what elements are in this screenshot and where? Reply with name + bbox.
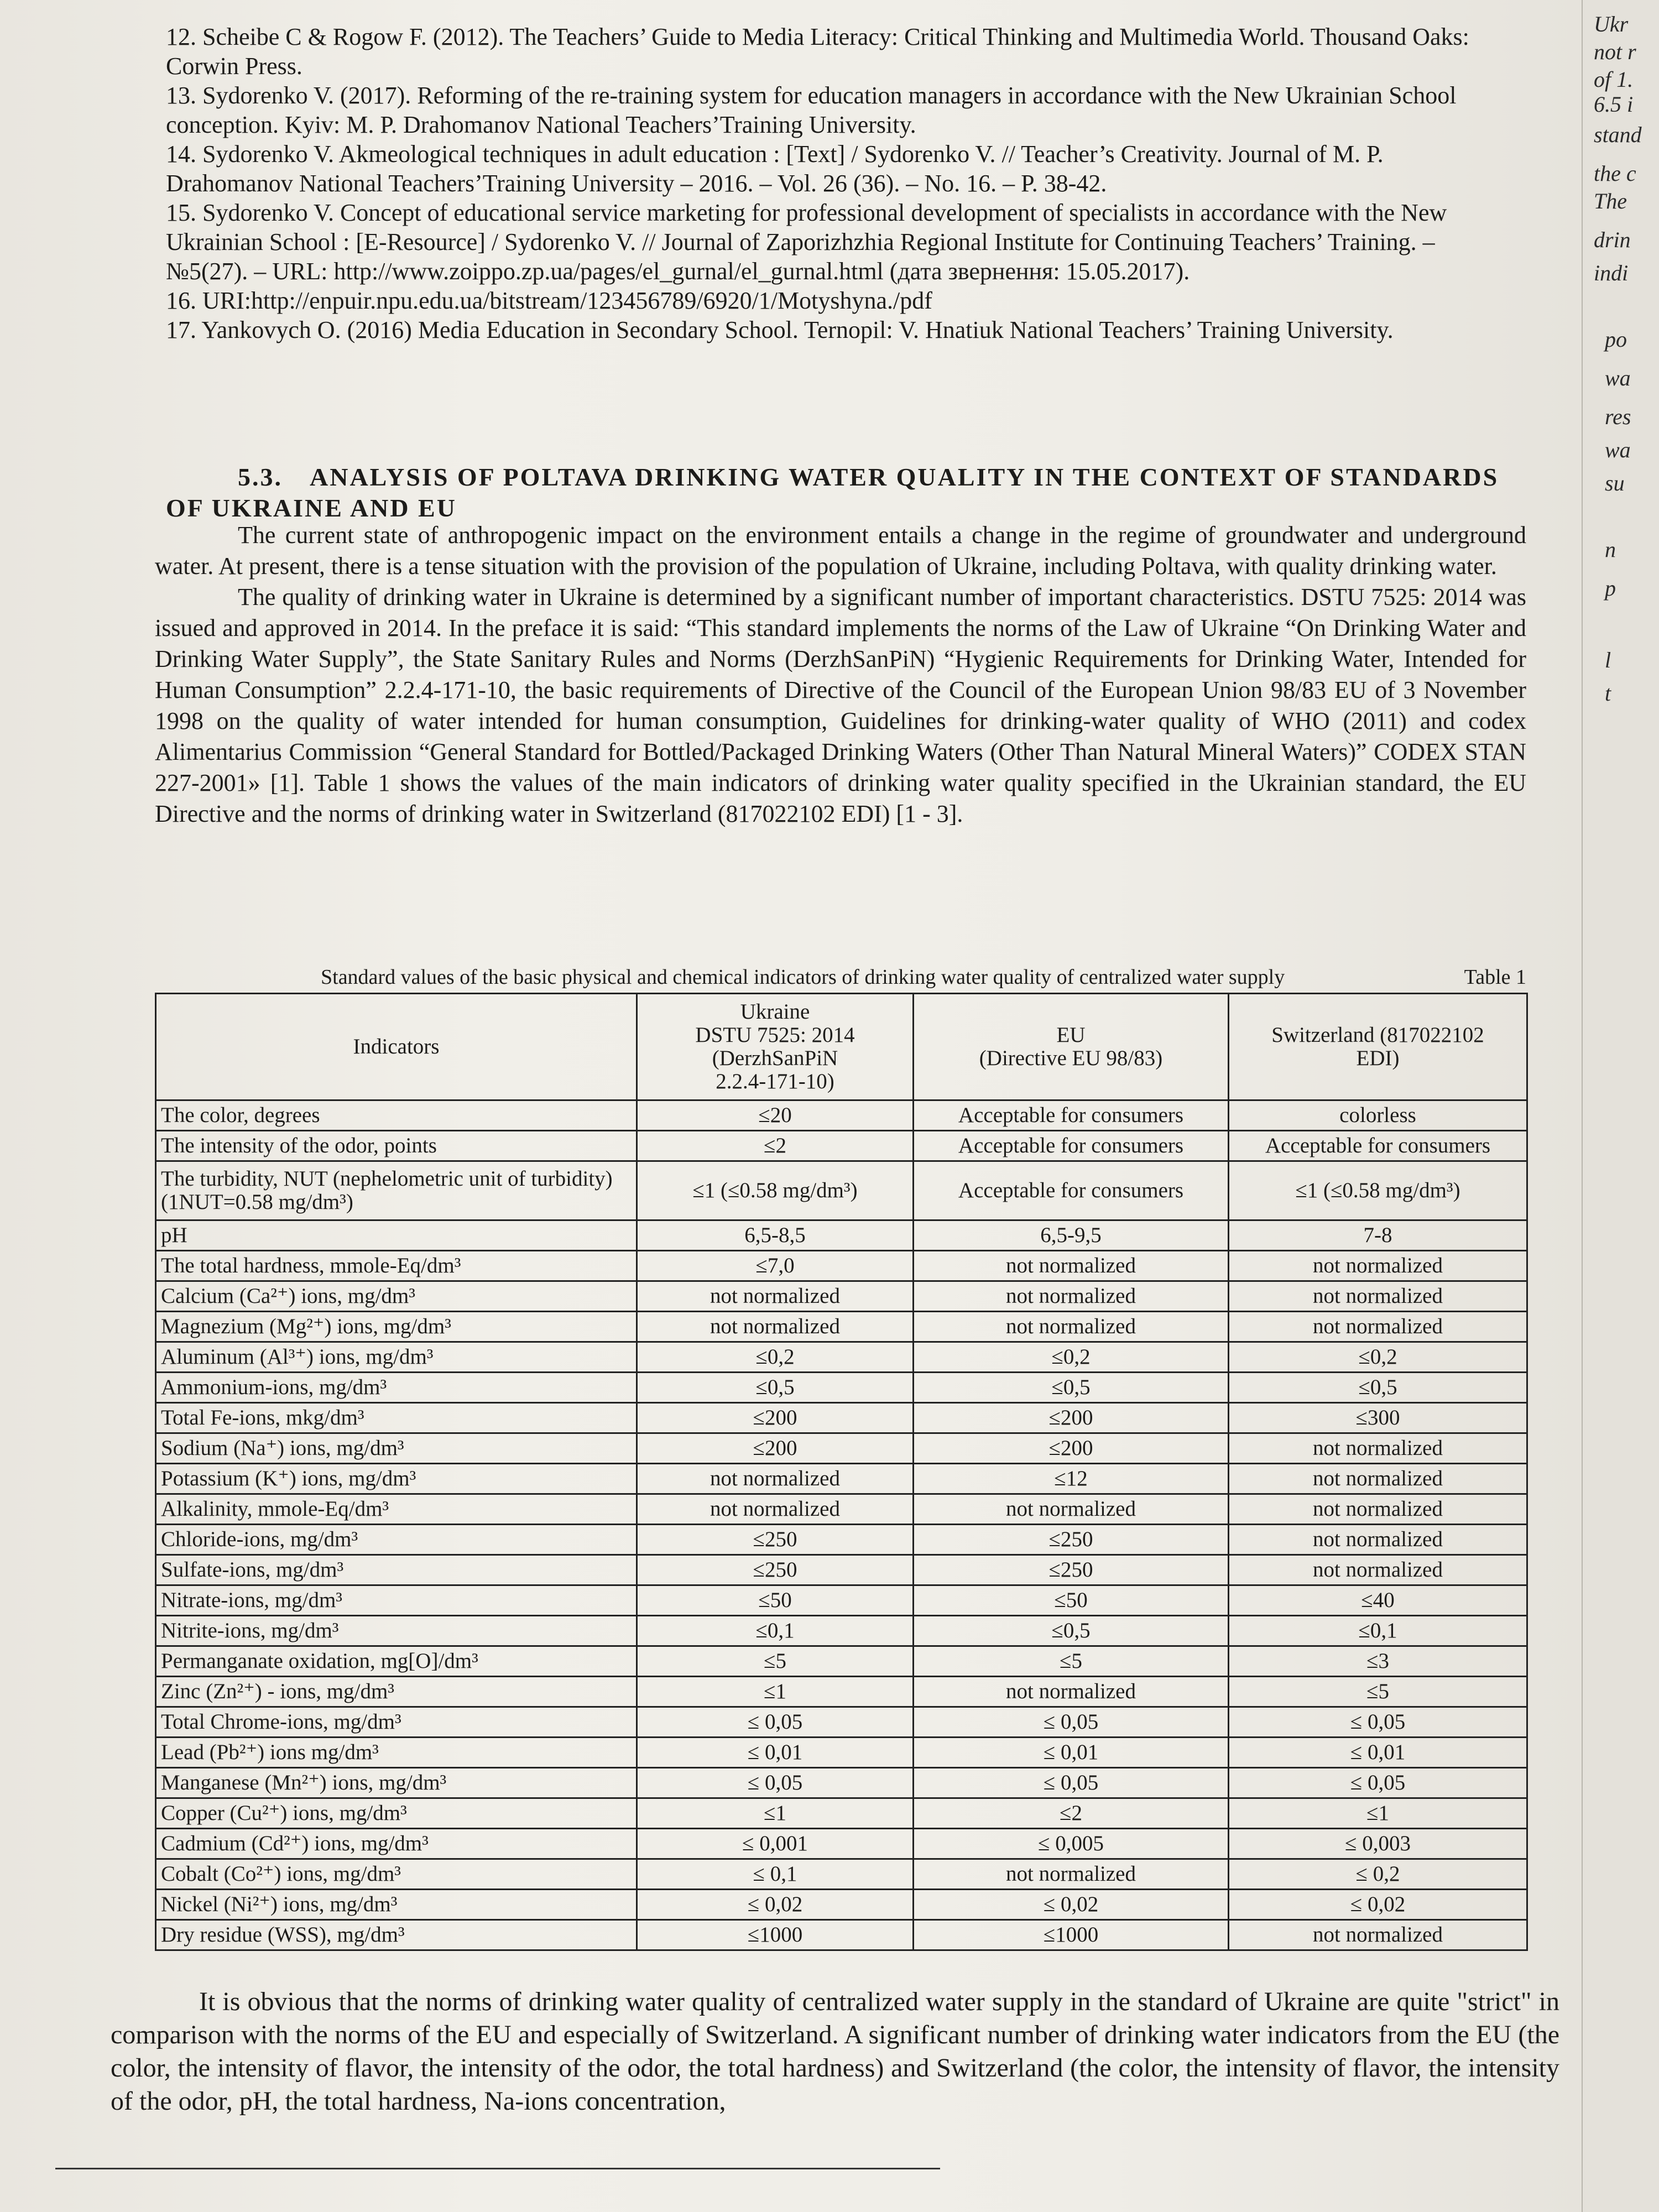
reference-item: 14. Sydorenko V. Akmeological techniques in adult education : [Text] / Sydorenko V. // Teacher’s Creativity. Journal of M. P. Drahomanov National Teachers’Training University – 2016. – Vol. 26 (36). – No. 16. – P. 38-42. bbox=[166, 140, 1384, 197]
indicator-cell: Calcium (Ca²⁺) ions, mg/dm³ bbox=[156, 1281, 637, 1312]
eu-cell: ≤50 bbox=[914, 1585, 1229, 1616]
table-body bbox=[156, 1100, 1527, 1950]
ukraine-cell: ≤0,5 bbox=[637, 1373, 914, 1403]
table-row bbox=[156, 1616, 1527, 1646]
eu-cell: not normalized bbox=[914, 1859, 1229, 1890]
ukraine-cell: ≤ 0,1 bbox=[637, 1859, 914, 1890]
footnote-rule bbox=[55, 2168, 940, 2169]
switzerland-cell: not normalized bbox=[1229, 1920, 1527, 1950]
table-caption bbox=[321, 965, 1526, 989]
margin-text-fragment: l bbox=[1605, 648, 1611, 672]
table-row bbox=[156, 1131, 1527, 1161]
ukraine-cell: 6,5-8,5 bbox=[637, 1220, 914, 1251]
switzerland-cell: not normalized bbox=[1229, 1433, 1527, 1464]
indicator-cell: Zinc (Zn²⁺) - ions, mg/dm³ bbox=[156, 1677, 637, 1707]
eu-cell: ≤250 bbox=[914, 1525, 1229, 1555]
indicator-cell: Sodium (Na⁺) ions, mg/dm³ bbox=[156, 1433, 637, 1464]
ukraine-cell: ≤7,0 bbox=[637, 1251, 914, 1281]
eu-cell: ≤12 bbox=[914, 1464, 1229, 1494]
indicator-cell: Dry residue (WSS), mg/dm³ bbox=[156, 1920, 637, 1950]
ukraine-cell: ≤200 bbox=[637, 1433, 914, 1464]
table-row bbox=[156, 1342, 1527, 1373]
table-row bbox=[156, 1677, 1527, 1707]
eu-cell: ≤200 bbox=[914, 1403, 1229, 1433]
table-row bbox=[156, 1798, 1527, 1829]
switzerland-cell: ≤5 bbox=[1229, 1677, 1527, 1707]
switzerland-cell: ≤40 bbox=[1229, 1585, 1527, 1616]
eu-cell: ≤ 0,005 bbox=[914, 1829, 1229, 1859]
switzerland-cell: 7-8 bbox=[1229, 1220, 1527, 1251]
indicator-cell: Nitrite-ions, mg/dm³ bbox=[156, 1616, 637, 1646]
table-row bbox=[156, 1161, 1527, 1220]
ukraine-cell: not normalized bbox=[637, 1281, 914, 1312]
ukraine-cell: ≤ 0,001 bbox=[637, 1829, 914, 1859]
ukraine-cell: ≤0,1 bbox=[637, 1616, 914, 1646]
eu-cell: ≤0,2 bbox=[914, 1342, 1229, 1373]
eu-cell: ≤0,5 bbox=[914, 1373, 1229, 1403]
margin-text-fragment: wa bbox=[1605, 366, 1631, 390]
margin-text-fragment: not r bbox=[1594, 39, 1636, 64]
reference-item: 16. URI:http://enpuir.npu.edu.ua/bitstream/123456789/6920/1/Motyshyna./pdf bbox=[166, 287, 932, 314]
reference-list bbox=[166, 22, 1515, 345]
ukraine-cell: ≤5 bbox=[637, 1646, 914, 1677]
indicator-cell: Chloride-ions, mg/dm³ bbox=[156, 1525, 637, 1555]
table-row bbox=[156, 1768, 1527, 1798]
eu-cell: ≤ 0,05 bbox=[914, 1707, 1229, 1738]
table-row bbox=[156, 1403, 1527, 1433]
eu-cell: ≤5 bbox=[914, 1646, 1229, 1677]
eu-cell: Acceptable for consumers bbox=[914, 1100, 1229, 1131]
table-row bbox=[156, 1312, 1527, 1342]
section-title: ANALYSIS OF POLTAVA DRINKING WATER QUALITY IN THE CONTEXT OF STANDARDS OF UKRAINE AND EU bbox=[166, 463, 1499, 522]
indicator-cell: Nitrate-ions, mg/dm³ bbox=[156, 1585, 637, 1616]
margin-text-fragment: 6.5 i bbox=[1594, 92, 1634, 117]
eu-cell: ≤ 0,05 bbox=[914, 1768, 1229, 1798]
switzerland-cell: not normalized bbox=[1229, 1251, 1527, 1281]
table-row bbox=[156, 1251, 1527, 1281]
ukraine-cell: ≤ 0,05 bbox=[637, 1768, 914, 1798]
switzerland-cell: ≤3 bbox=[1229, 1646, 1527, 1677]
switzerland-cell: ≤0,1 bbox=[1229, 1616, 1527, 1646]
switzerland-cell: ≤ 0,05 bbox=[1229, 1768, 1527, 1798]
indicator-cell: Potassium (K⁺) ions, mg/dm³ bbox=[156, 1464, 637, 1494]
margin-text-fragment: indi bbox=[1594, 260, 1629, 285]
intro-text bbox=[155, 520, 1526, 830]
indicator-cell: Magnezium (Mg²⁺) ions, mg/dm³ bbox=[156, 1312, 637, 1342]
eu-cell: ≤200 bbox=[914, 1433, 1229, 1464]
ukraine-cell: ≤250 bbox=[637, 1525, 914, 1555]
ukraine-cell: ≤200 bbox=[637, 1403, 914, 1433]
eu-cell: not normalized bbox=[914, 1281, 1229, 1312]
ukraine-cell: ≤ 0,02 bbox=[637, 1890, 914, 1920]
margin-text-fragment: n bbox=[1605, 537, 1616, 562]
indicator-cell: Total Chrome-ions, mg/dm³ bbox=[156, 1707, 637, 1738]
ukraine-cell: ≤50 bbox=[637, 1585, 914, 1616]
eu-cell: ≤ 0,01 bbox=[914, 1738, 1229, 1768]
indicator-cell: Aluminum (Al³⁺) ions, mg/dm³ bbox=[156, 1342, 637, 1373]
ukraine-cell: ≤0,2 bbox=[637, 1342, 914, 1373]
eu-cell: ≤250 bbox=[914, 1555, 1229, 1585]
margin-text-fragment: po bbox=[1605, 327, 1627, 352]
section-number: 5.3. bbox=[238, 463, 283, 491]
ukraine-cell: not normalized bbox=[637, 1312, 914, 1342]
paragraph: It is obvious that the norms of drinking water quality of centralized water supply in the standard of Ukraine are quite "strict" in comparison with the norms of the EU and especially of Switzerland. A significant number of drinking water indicators from the EU (the color, the intensity of flavor, the intensity of the odor, the total hardness) and Switzerland (the color, the intensity of flavor, the intensity of the odor, pH, the total hardness, Na-ions concentration, bbox=[111, 1987, 1559, 2116]
margin-text-fragment: the c bbox=[1594, 161, 1636, 186]
switzerland-cell: not normalized bbox=[1229, 1281, 1527, 1312]
indicator-cell: Permanganate oxidation, mg[O]/dm³ bbox=[156, 1646, 637, 1677]
margin-text-fragment: res bbox=[1605, 404, 1631, 429]
eu-cell: not normalized bbox=[914, 1312, 1229, 1342]
switzerland-cell: ≤300 bbox=[1229, 1403, 1527, 1433]
paragraph: The quality of drinking water in Ukraine is determined by a significant number of important characteristics. DSTU 7525: 2014 was issued and approved in 2014. In the preface it is said: “This standard implements the norms of the Law of Ukraine “On Drinking Water and Drinking Water Supply”, the State Sanitary Rules and Norms (DerzhSanPiN) “Hygienic Requirements for Drinking Water, Intended for Human Consumption” 2.2.4-171-10, the basic requirements of Directive of the Council of the European Union 98/83 EU of 3 November 1998 on the quality of water intended for human consumption, Guidelines for drinking-water quality of WHO (2011) and codex Alimentarius Commission “General Standard for Bottled/Packaged Drinking Waters (Other Than Natural Mineral Waters)” CODEX STAN 227-2001» [1]. Table 1 shows the values of the main indicators of drinking water quality specified in the Ukrainian standard, the EU Directive and the norms of drinking water in Switzerland (817022102 EDI) [1 - 3]. bbox=[155, 583, 1526, 827]
switzerland-cell: ≤1 bbox=[1229, 1798, 1527, 1829]
switzerland-cell: colorless bbox=[1229, 1100, 1527, 1131]
indicator-cell: The color, degrees bbox=[156, 1100, 637, 1131]
ukraine-cell: ≤1 bbox=[637, 1798, 914, 1829]
table-row bbox=[156, 1890, 1527, 1920]
table-row bbox=[156, 1494, 1527, 1525]
ukraine-cell: ≤ 0,01 bbox=[637, 1738, 914, 1768]
table-row bbox=[156, 1220, 1527, 1251]
indicator-cell: Cadmium (Cd²⁺) ions, mg/dm³ bbox=[156, 1829, 637, 1859]
table-row bbox=[156, 1646, 1527, 1677]
indicator-cell: The intensity of the odor, points bbox=[156, 1131, 637, 1161]
header-eu: EU (Directive EU 98/83) bbox=[914, 994, 1229, 1100]
switzerland-cell: ≤0,2 bbox=[1229, 1342, 1527, 1373]
table-row bbox=[156, 1920, 1527, 1950]
table-row bbox=[156, 1555, 1527, 1585]
header-ukraine: Ukraine DSTU 7525: 2014 (DerzhSanPiN 2.2.4-171-10) bbox=[637, 994, 914, 1100]
eu-cell: not normalized bbox=[914, 1251, 1229, 1281]
table-row bbox=[156, 1585, 1527, 1616]
section-heading bbox=[166, 462, 1515, 524]
eu-cell: 6,5-9,5 bbox=[914, 1220, 1229, 1251]
switzerland-cell: not normalized bbox=[1229, 1555, 1527, 1585]
ukraine-cell: ≤1000 bbox=[637, 1920, 914, 1950]
switzerland-cell: not normalized bbox=[1229, 1312, 1527, 1342]
eu-cell: ≤0,5 bbox=[914, 1616, 1229, 1646]
ukraine-cell: not normalized bbox=[637, 1464, 914, 1494]
paragraph: The current state of anthropogenic impact on the environment entails a change in the regime of groundwater and underground water. At present, there is a tense situation with the provision of the population of Ukraine, including Poltava, with quality drinking water. bbox=[155, 521, 1526, 580]
switzerland-cell: ≤1 (≤0.58 mg/dm³) bbox=[1229, 1161, 1527, 1220]
indicator-cell: Cobalt (Co²⁺) ions, mg/dm³ bbox=[156, 1859, 637, 1890]
switzerland-cell: not normalized bbox=[1229, 1525, 1527, 1555]
switzerland-cell: Acceptable for consumers bbox=[1229, 1131, 1527, 1161]
table-header-row bbox=[156, 994, 1527, 1100]
indicator-cell: Nickel (Ni²⁺) ions, mg/dm³ bbox=[156, 1890, 637, 1920]
water-quality-table bbox=[155, 993, 1528, 1951]
margin-text-fragment: su bbox=[1605, 471, 1625, 495]
eu-cell: Acceptable for consumers bbox=[914, 1161, 1229, 1220]
eu-cell: ≤ 0,02 bbox=[914, 1890, 1229, 1920]
reference-item: 13. Sydorenko V. (2017). Reforming of the re-training system for education managers in accordance with the New Ukrainian School conception. Kyiv: M. P. Drahomanov National Teachers’Training University. bbox=[166, 82, 1457, 138]
margin-text-fragment: Ukr bbox=[1594, 12, 1629, 36]
table-row bbox=[156, 1859, 1527, 1890]
switzerland-cell: ≤ 0,2 bbox=[1229, 1859, 1527, 1890]
switzerland-cell: ≤ 0,01 bbox=[1229, 1738, 1527, 1768]
eu-cell: ≤1000 bbox=[914, 1920, 1229, 1950]
indicator-cell: The turbidity, NUT (nephelometric unit of turbidity) (1NUT=0.58 mg/dm³) bbox=[156, 1161, 637, 1220]
indicator-cell: Total Fe-ions, mkg/dm³ bbox=[156, 1403, 637, 1433]
reference-item: 17. Yankovych O. (2016) Media Education in Secondary School. Ternopil: V. Hnatiuk National Teachers’ Training University. bbox=[166, 316, 1394, 343]
margin-text-fragment: t bbox=[1605, 681, 1611, 706]
ukraine-cell: ≤1 (≤0.58 mg/dm³) bbox=[637, 1161, 914, 1220]
switzerland-cell: not normalized bbox=[1229, 1494, 1527, 1525]
ukraine-cell: ≤ 0,05 bbox=[637, 1707, 914, 1738]
indicator-cell: The total hardness, mmole-Eq/dm³ bbox=[156, 1251, 637, 1281]
margin-text-fragment: drin bbox=[1594, 227, 1631, 252]
indicator-cell: Alkalinity, mmole-Eq/dm³ bbox=[156, 1494, 637, 1525]
table-row bbox=[156, 1829, 1527, 1859]
reference-item: 12. Scheibe C & Rogow F. (2012). The Teachers’ Guide to Media Literacy: Critical Thinking and Multimedia World. Thousand Oaks: Corwin Press. bbox=[166, 23, 1469, 80]
reference-item: 15. Sydorenko V. Concept of educational service marketing for professional development of specialists in accordance with the New Ukrainian School : [E-Resource] / Sydorenko V. // Journal of Zaporizhzhia Regional Institute for Continuing Teachers’ Training. – №5(27). – URL: http://www.zoippo.zp.ua/pages/el_gurnal/el_gurnal.html (дата звернення: 15.05.2017). bbox=[166, 199, 1447, 285]
table-row bbox=[156, 1738, 1527, 1768]
switzerland-cell: ≤ 0,05 bbox=[1229, 1707, 1527, 1738]
indicator-cell: pH bbox=[156, 1220, 637, 1251]
table-row bbox=[156, 1281, 1527, 1312]
eu-cell: not normalized bbox=[914, 1494, 1229, 1525]
adjacent-page-edge bbox=[1582, 0, 1659, 2212]
indicator-cell: Manganese (Mn²⁺) ions, mg/dm³ bbox=[156, 1768, 637, 1798]
ukraine-cell: ≤1 bbox=[637, 1677, 914, 1707]
table-row bbox=[156, 1433, 1527, 1464]
margin-text-fragment: The bbox=[1594, 189, 1627, 213]
ukraine-cell: ≤250 bbox=[637, 1555, 914, 1585]
switzerland-cell: ≤ 0,02 bbox=[1229, 1890, 1527, 1920]
eu-cell: not normalized bbox=[914, 1677, 1229, 1707]
indicator-cell: Copper (Cu²⁺) ions, mg/dm³ bbox=[156, 1798, 637, 1829]
switzerland-cell: ≤0,5 bbox=[1229, 1373, 1527, 1403]
table-row bbox=[156, 1707, 1527, 1738]
table-caption-text: Standard values of the basic physical and chemical indicators of drinking water quality of centralized water supply bbox=[321, 966, 1285, 989]
header-switzerland: Switzerland (817022102 EDI) bbox=[1229, 994, 1527, 1100]
table-row bbox=[156, 1464, 1527, 1494]
eu-cell: ≤2 bbox=[914, 1798, 1229, 1829]
table-row bbox=[156, 1525, 1527, 1555]
ukraine-cell: ≤20 bbox=[637, 1100, 914, 1131]
margin-text-fragment: of 1. bbox=[1594, 67, 1634, 92]
header-indicators: Indicators bbox=[156, 994, 637, 1100]
switzerland-cell: not normalized bbox=[1229, 1464, 1527, 1494]
ukraine-cell: ≤2 bbox=[637, 1131, 914, 1161]
conclusion-text bbox=[111, 1985, 1559, 2118]
switzerland-cell: ≤ 0,003 bbox=[1229, 1829, 1527, 1859]
eu-cell: Acceptable for consumers bbox=[914, 1131, 1229, 1161]
margin-text-fragment: stand bbox=[1594, 122, 1642, 147]
table-number: Table 1 bbox=[1464, 966, 1526, 989]
table-row bbox=[156, 1100, 1527, 1131]
indicator-cell: Lead (Pb²⁺) ions mg/dm³ bbox=[156, 1738, 637, 1768]
table-row bbox=[156, 1373, 1527, 1403]
margin-text-fragment: p bbox=[1605, 576, 1616, 601]
ukraine-cell: not normalized bbox=[637, 1494, 914, 1525]
indicator-cell: Sulfate-ions, mg/dm³ bbox=[156, 1555, 637, 1585]
indicator-cell: Ammonium-ions, mg/dm³ bbox=[156, 1373, 637, 1403]
margin-text-fragment: wa bbox=[1605, 437, 1631, 462]
